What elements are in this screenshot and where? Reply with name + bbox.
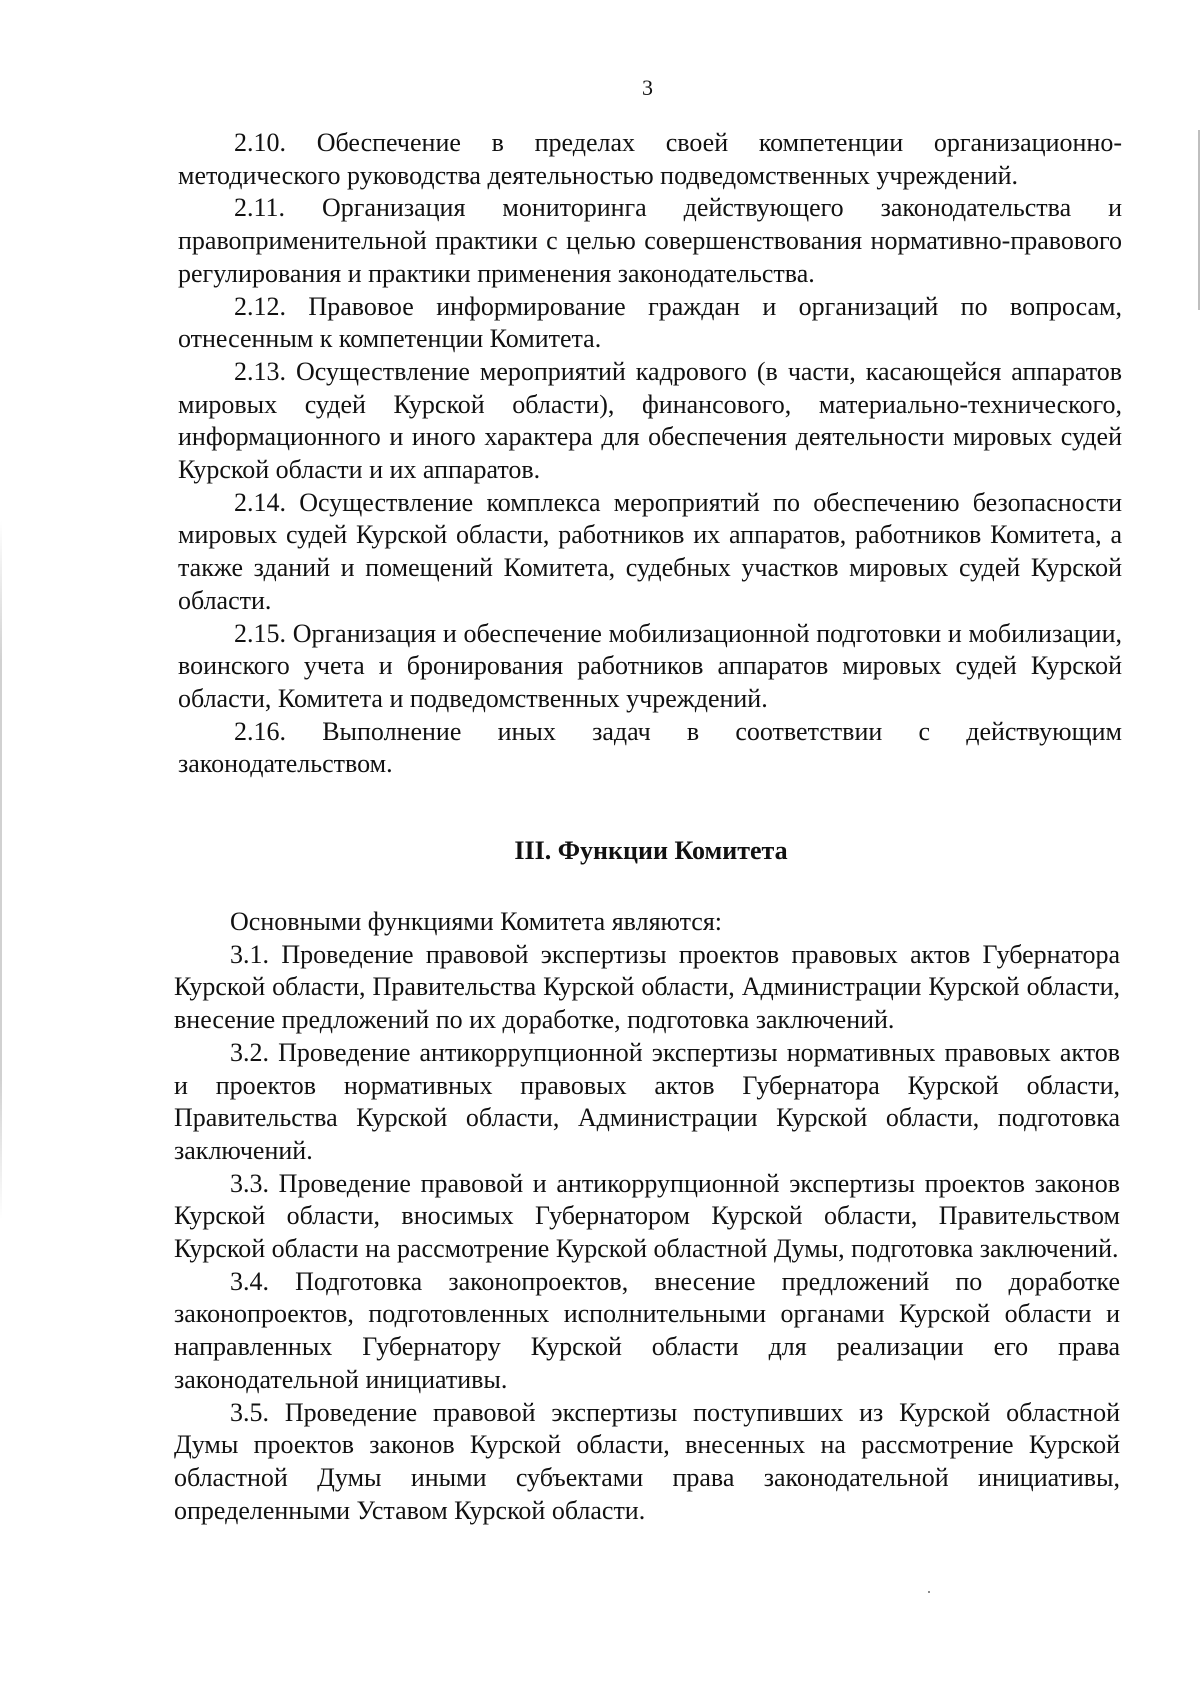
paragraph-2-16 [178, 716, 1122, 781]
item-text: Выполнение иных задач в соответствии с действующим законодательством. [178, 716, 1122, 779]
paragraph-2-13 [178, 356, 1122, 487]
section-3-intro: Основными функциями Комитета являются: [230, 907, 723, 936]
item-text: Обеспечение в пределах своей компетенции организационно-методического руководства деятельностью подведомственных учреждений. [178, 128, 1123, 190]
item-text: Организация мониторинга действующего законодательства и правоприменительной практики с целью совершенствования нормативно-правового регулирования и практики применения законодательства. [178, 193, 1122, 288]
item-text: Проведение правовой экспертизы проектов правовых актов Губернатора Курской области, Правительства Курской области, Администрации Курской области, внесение предложений по их доработке, подготовка заключений. [174, 939, 1121, 1035]
paragraph-2-10 [178, 127, 1122, 192]
paragraph-3-1 [174, 939, 1120, 1037]
paragraph-2-12 [178, 291, 1122, 356]
item-number: 3.2. [230, 1037, 269, 1067]
item-number: 2.13. [234, 356, 286, 386]
item-number: 3.1. [230, 939, 269, 969]
item-number: 2.12. [234, 291, 286, 321]
paragraph-3-3 [174, 1168, 1120, 1266]
item-text: Организация и обеспечение мобилизационной подготовки и мобилизации, воинского учета и бронирования работников аппаратов мировых судей Курской области, Комитета и подведомственных учреждений. [178, 618, 1123, 713]
item-number: 2.10. [234, 128, 286, 157]
paragraph-2-14 [178, 487, 1122, 618]
item-text: Проведение правовой и антикоррупционной экспертизы проектов законов Курской области, вносимых Губернатором Курской области, Правительством Курской области на рассмотрение Курской областной Думы, подготовка заключений. [174, 1168, 1120, 1264]
item-number: 2.11. [234, 193, 286, 223]
scan-edge-shadow-left [0, 520, 2, 1220]
item-text: Осуществление комплекса мероприятий по обеспечению безопасности мировых судей Курской области, работников их аппаратов, работников Комитета, а также зданий и помещений Комитета, судебных участков мировых судей Курской области. [178, 487, 1123, 615]
section-3-body [174, 906, 1120, 1527]
item-text: Осуществление мероприятий кадрового (в части, касающейся аппаратов мировых судей Курской области), финансового, материально-технического, информационного и иного характера для обеспечения деятельности мировых судей Курской области и их аппаратов. [178, 356, 1122, 485]
item-number: 2.16. [234, 716, 286, 746]
paragraph-2-11 [178, 192, 1122, 290]
section-3-heading: III. Функции Комитета [514, 835, 788, 865]
item-text: Проведение правовой экспертизы поступивших из Курской областной Думы проектов законов Курской области, внесенных на рассмотрение Курской областной Думы иными субъектами права законодательной инициативы, определенными Уставом Курской области. [174, 1397, 1121, 1525]
paragraph-3-4 [174, 1266, 1120, 1397]
item-text: Правовое информирование граждан и организаций по вопросам, отнесенным к компетенции Комитета. [178, 291, 1123, 354]
scan-speck [928, 1591, 930, 1593]
item-number: 2.14. [234, 487, 286, 517]
item-number: 3.4. [230, 1266, 269, 1296]
item-number: 3.3. [230, 1168, 269, 1198]
section-2-continuation [178, 127, 1122, 781]
item-number: 3.5. [230, 1397, 269, 1427]
item-text: Подготовка законопроектов, внесение предложений по доработке законопроектов, подготовленных исполнительными органами Курской области и направленных Губернатору Курской области для реализации его права законодательной инициативы. [174, 1266, 1120, 1394]
paragraph-3-5 [174, 1397, 1120, 1528]
paragraph-2-15 [178, 618, 1122, 716]
page-number: 3 [642, 75, 653, 100]
paragraph-3-2 [174, 1037, 1120, 1168]
item-text: Проведение антикоррупционной экспертизы нормативных правовых актов и проектов нормативных правовых актов Губернатора Курской области, Правительства Курской области, Администрации Курской области, подготовка заключений. [174, 1037, 1120, 1165]
item-number: 2.15. [234, 618, 286, 648]
